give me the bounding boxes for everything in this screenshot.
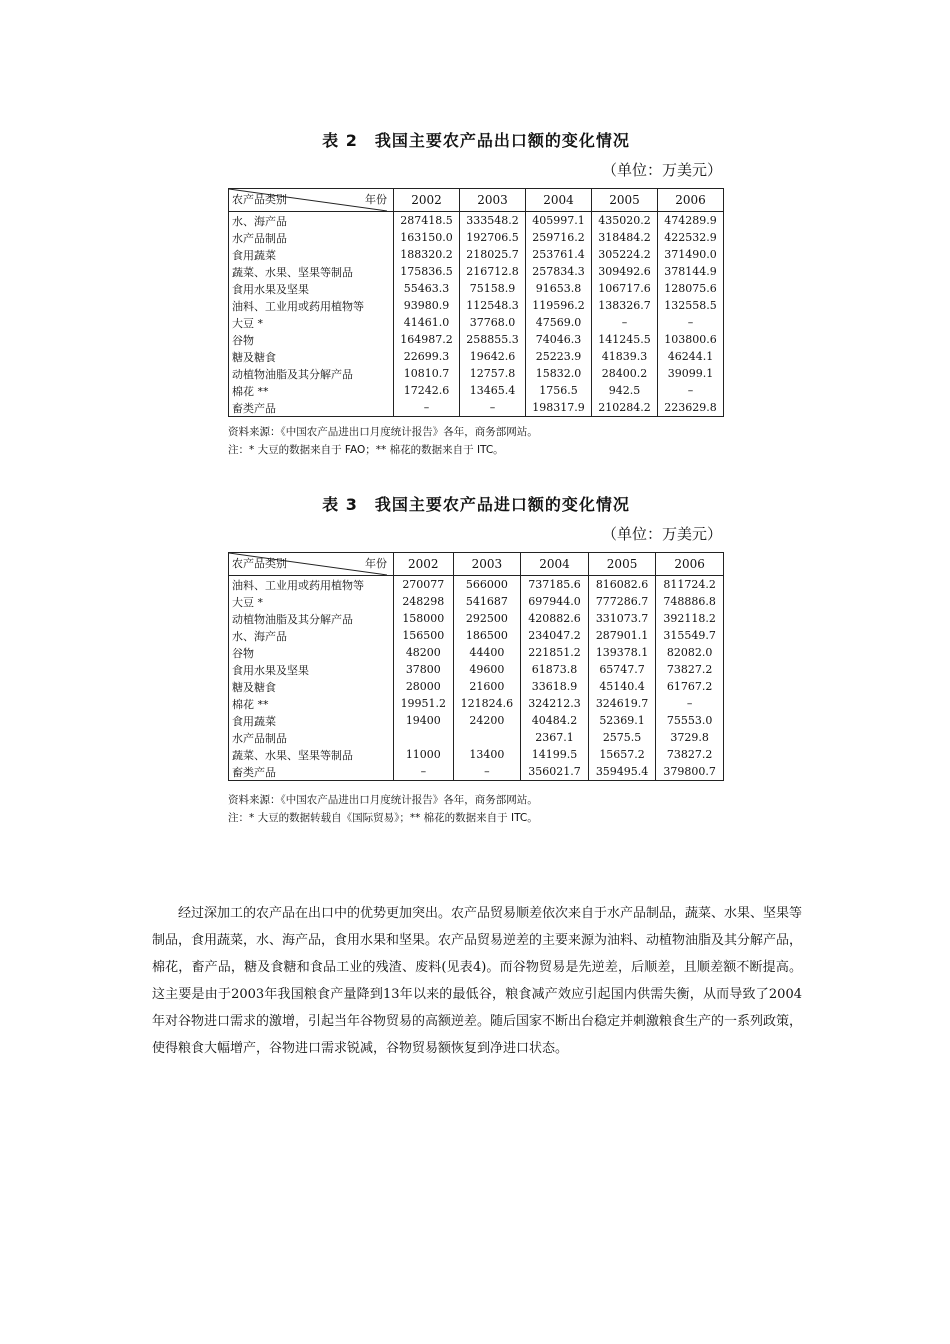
row-category: 棉花 ** [229, 695, 394, 712]
row-category: 棉花 ** [229, 382, 394, 399]
row-value: 292500 [453, 610, 521, 627]
year-col: 2005 [592, 189, 658, 212]
table2-note: 注：* 大豆的数据来自于 FAO；** 棉花的数据来自于 ITC。 [228, 444, 504, 456]
table-row [229, 246, 724, 263]
table-row [229, 314, 724, 331]
row-category: 蔬菜、水果、坚果等制品 [229, 746, 394, 763]
row-value: 221851.2 [521, 644, 589, 661]
row-value: 21600 [453, 678, 521, 695]
year-header: 年份 [365, 193, 387, 206]
row-value: – [460, 399, 526, 417]
row-value: 52369.1 [588, 712, 656, 729]
row-value: – [394, 763, 454, 781]
row-value: 223629.8 [658, 399, 724, 417]
row-category: 油料、工业用或药用植物等 [229, 576, 394, 594]
row-value: 75553.0 [656, 712, 724, 729]
table-row [229, 712, 724, 729]
table-row [229, 627, 724, 644]
row-category: 水、海产品 [229, 627, 394, 644]
row-value: 2367.1 [521, 729, 589, 746]
table-row [229, 593, 724, 610]
table-row [229, 348, 724, 365]
year-col: 2002 [394, 189, 460, 212]
table-row [229, 263, 724, 280]
row-value: 65747.7 [588, 661, 656, 678]
table-row [229, 331, 724, 348]
row-value: 315549.7 [656, 627, 724, 644]
row-category: 大豆 * [229, 593, 394, 610]
row-category: 糖及糖食 [229, 348, 394, 365]
year-col: 2006 [656, 553, 724, 576]
row-category: 动植物油脂及其分解产品 [229, 365, 394, 382]
row-value: 41461.0 [394, 314, 460, 331]
row-value: 359495.4 [588, 763, 656, 781]
table3 [228, 552, 724, 781]
table3-title: 表 3 我国主要农产品进口额的变化情况 [322, 495, 630, 514]
row-value: 28000 [394, 678, 454, 695]
category-header: 农产品类别 [232, 193, 287, 206]
row-category: 油料、工业用或药用植物等 [229, 297, 394, 314]
table-row [229, 644, 724, 661]
row-value: 474289.9 [658, 212, 724, 230]
row-value: 128075.6 [658, 280, 724, 297]
table2-title: 表 2 我国主要农产品出口额的变化情况 [322, 131, 630, 150]
row-value: 46244.1 [658, 348, 724, 365]
row-value: 39099.1 [658, 365, 724, 382]
row-value [453, 729, 521, 746]
row-value: 942.5 [592, 382, 658, 399]
row-value: – [394, 399, 460, 417]
year-col: 2005 [588, 553, 656, 576]
row-value: 218025.7 [460, 246, 526, 263]
row-category: 食用水果及坚果 [229, 280, 394, 297]
row-value: 331073.7 [588, 610, 656, 627]
row-value: 37800 [394, 661, 454, 678]
row-value: 777286.7 [588, 593, 656, 610]
table2-source: 资料来源：《中国农产品进出口月度统计报告》各年，商务部网站。 [228, 426, 538, 438]
row-category: 糖及糖食 [229, 678, 394, 695]
year-col: 2003 [453, 553, 521, 576]
row-value: 75158.9 [460, 280, 526, 297]
row-value: 541687 [453, 593, 521, 610]
row-value: 44400 [453, 644, 521, 661]
row-category: 畜类产品 [229, 399, 394, 417]
table-row [229, 695, 724, 712]
table2 [228, 188, 724, 417]
table-row [229, 399, 724, 417]
row-value: 379800.7 [656, 763, 724, 781]
row-value: 40484.2 [521, 712, 589, 729]
table2-corner-header [229, 189, 394, 212]
row-value: 811724.2 [656, 576, 724, 594]
table-row [229, 212, 724, 230]
row-value: 422532.9 [658, 229, 724, 246]
row-category: 大豆 * [229, 314, 394, 331]
row-category: 畜类产品 [229, 763, 394, 781]
row-value: 10810.7 [394, 365, 460, 382]
row-value: 19400 [394, 712, 454, 729]
row-value: 248298 [394, 593, 454, 610]
row-value: 258855.3 [460, 331, 526, 348]
row-value: 392118.2 [656, 610, 724, 627]
row-value: 17242.6 [394, 382, 460, 399]
row-value: 119596.2 [526, 297, 592, 314]
row-value: 91653.8 [526, 280, 592, 297]
row-value: 45140.4 [588, 678, 656, 695]
row-value: 405997.1 [526, 212, 592, 230]
row-value: 3729.8 [656, 729, 724, 746]
row-value: 216712.8 [460, 263, 526, 280]
row-value: 33618.9 [521, 678, 589, 695]
row-category: 食用蔬菜 [229, 246, 394, 263]
row-value: 13400 [453, 746, 521, 763]
row-value: 141245.5 [592, 331, 658, 348]
row-value: 93980.9 [394, 297, 460, 314]
table3-body [229, 576, 724, 781]
row-value: 19951.2 [394, 695, 454, 712]
row-value: 103800.6 [658, 331, 724, 348]
row-value: 55463.3 [394, 280, 460, 297]
row-value: 188320.2 [394, 246, 460, 263]
row-value: 356021.7 [521, 763, 589, 781]
table3-unit: （单位：万美元） [601, 525, 722, 543]
year-col: 2006 [658, 189, 724, 212]
row-value: 371490.0 [658, 246, 724, 263]
table2-block [228, 128, 724, 459]
table-row [229, 610, 724, 627]
row-category: 谷物 [229, 644, 394, 661]
row-value: 139378.1 [588, 644, 656, 661]
row-value: 186500 [453, 627, 521, 644]
row-value: 175836.5 [394, 263, 460, 280]
year-header: 年份 [365, 557, 387, 570]
row-value: 28400.2 [592, 365, 658, 382]
category-header: 农产品类别 [232, 557, 287, 570]
row-value: 324212.3 [521, 695, 589, 712]
row-value: 61767.2 [656, 678, 724, 695]
row-value: 132558.5 [658, 297, 724, 314]
table-row [229, 729, 724, 746]
row-value: 163150.0 [394, 229, 460, 246]
row-category: 水、海产品 [229, 212, 394, 230]
table-row [229, 365, 724, 382]
year-col: 2004 [521, 553, 589, 576]
row-category: 动植物油脂及其分解产品 [229, 610, 394, 627]
row-value: 748886.8 [656, 593, 724, 610]
row-value: 253761.4 [526, 246, 592, 263]
row-value: 1756.5 [526, 382, 592, 399]
row-value: 11000 [394, 746, 454, 763]
table-row [229, 297, 724, 314]
row-value: 24200 [453, 712, 521, 729]
row-value: 234047.2 [521, 627, 589, 644]
row-value: 112548.3 [460, 297, 526, 314]
row-value: 259716.2 [526, 229, 592, 246]
row-value: 14199.5 [521, 746, 589, 763]
row-value: 737185.6 [521, 576, 589, 594]
row-value: 47569.0 [526, 314, 592, 331]
row-value: 324619.7 [588, 695, 656, 712]
row-category: 水产品制品 [229, 229, 394, 246]
year-col: 2002 [394, 553, 454, 576]
row-category: 食用蔬菜 [229, 712, 394, 729]
row-value: 73827.2 [656, 661, 724, 678]
row-value: 121824.6 [453, 695, 521, 712]
table2-unit: （单位：万美元） [601, 161, 722, 179]
row-value: 287418.5 [394, 212, 460, 230]
row-value: 25223.9 [526, 348, 592, 365]
row-value: 19642.6 [460, 348, 526, 365]
row-value: 378144.9 [658, 263, 724, 280]
row-value: 138326.7 [592, 297, 658, 314]
row-value: 158000 [394, 610, 454, 627]
table-row [229, 229, 724, 246]
row-value: 41839.3 [592, 348, 658, 365]
row-value: 106717.6 [592, 280, 658, 297]
row-value: 74046.3 [526, 331, 592, 348]
row-value: 82082.0 [656, 644, 724, 661]
row-category: 食用水果及坚果 [229, 661, 394, 678]
row-value: – [658, 382, 724, 399]
row-value: 164987.2 [394, 331, 460, 348]
table3-source: 资料来源：《中国农产品进出口月度统计报告》各年，商务部网站。 [228, 794, 538, 806]
row-value: 192706.5 [460, 229, 526, 246]
body-paragraph: 经过深加工的农产品在出口中的优势更加突出。农产品贸易顺差依次来自于水产品制品，蔬菜、水果、坚果等制品，食用蔬菜，水、海产品，食用水果和坚果。农产品贸易逆差的主要来源为油料、动植物油脂及其分解产品，棉花，畜产品，糖及食糖和食品工业的残渣、废料(见表4)。而谷物贸易是先逆差，后顺差，且顺差额不断提高。这主要是由于2003年我国粮食产量降到13年以来的最低谷，粮食减产效应引起国内供需失衡，从而导致了2004年对谷物进口需求的激增，引起当年谷物贸易的高额逆差。随后国家不断出台稳定并刺激粮食生产的一系列政策，使得粮食大幅增产，谷物进口需求锐减，谷物贸易额恢复到净进口状态。 [152, 906, 803, 1056]
row-value: 287901.1 [588, 627, 656, 644]
table2-body [229, 212, 724, 417]
table3-block [228, 492, 724, 827]
row-value: 270077 [394, 576, 454, 594]
row-category: 水产品制品 [229, 729, 394, 746]
row-value: – [592, 314, 658, 331]
row-value: 48200 [394, 644, 454, 661]
row-value: – [656, 695, 724, 712]
row-value [394, 729, 454, 746]
row-value: – [453, 763, 521, 781]
row-value: 73827.2 [656, 746, 724, 763]
row-value: 22699.3 [394, 348, 460, 365]
table-row [229, 382, 724, 399]
row-value: 816082.6 [588, 576, 656, 594]
row-value: 2575.5 [588, 729, 656, 746]
row-category: 蔬菜、水果、坚果等制品 [229, 263, 394, 280]
row-value: 318484.2 [592, 229, 658, 246]
row-value: 198317.9 [526, 399, 592, 417]
table-row [229, 661, 724, 678]
table-row [229, 280, 724, 297]
year-col: 2004 [526, 189, 592, 212]
row-value: 210284.2 [592, 399, 658, 417]
row-value: 420882.6 [521, 610, 589, 627]
year-col: 2003 [460, 189, 526, 212]
row-value: 13465.4 [460, 382, 526, 399]
row-value: 49600 [453, 661, 521, 678]
row-value: 15832.0 [526, 365, 592, 382]
row-value: 15657.2 [588, 746, 656, 763]
table-row [229, 763, 724, 781]
table3-note: 注：* 大豆的数据转载自《国际贸易》；** 棉花的数据来自于 ITC。 [228, 812, 538, 824]
row-value: 61873.8 [521, 661, 589, 678]
row-value: 156500 [394, 627, 454, 644]
table-row [229, 576, 724, 594]
row-value: 305224.2 [592, 246, 658, 263]
row-category: 谷物 [229, 331, 394, 348]
table-row [229, 746, 724, 763]
row-value: 309492.6 [592, 263, 658, 280]
table3-header-row [229, 553, 724, 576]
row-value: 37768.0 [460, 314, 526, 331]
row-value: 566000 [453, 576, 521, 594]
row-value: 12757.8 [460, 365, 526, 382]
table3-corner-header [229, 553, 394, 576]
row-value: 257834.3 [526, 263, 592, 280]
row-value: 697944.0 [521, 593, 589, 610]
row-value: 333548.2 [460, 212, 526, 230]
row-value: 435020.2 [592, 212, 658, 230]
row-value: – [658, 314, 724, 331]
table-row [229, 678, 724, 695]
table2-header-row [229, 189, 724, 212]
